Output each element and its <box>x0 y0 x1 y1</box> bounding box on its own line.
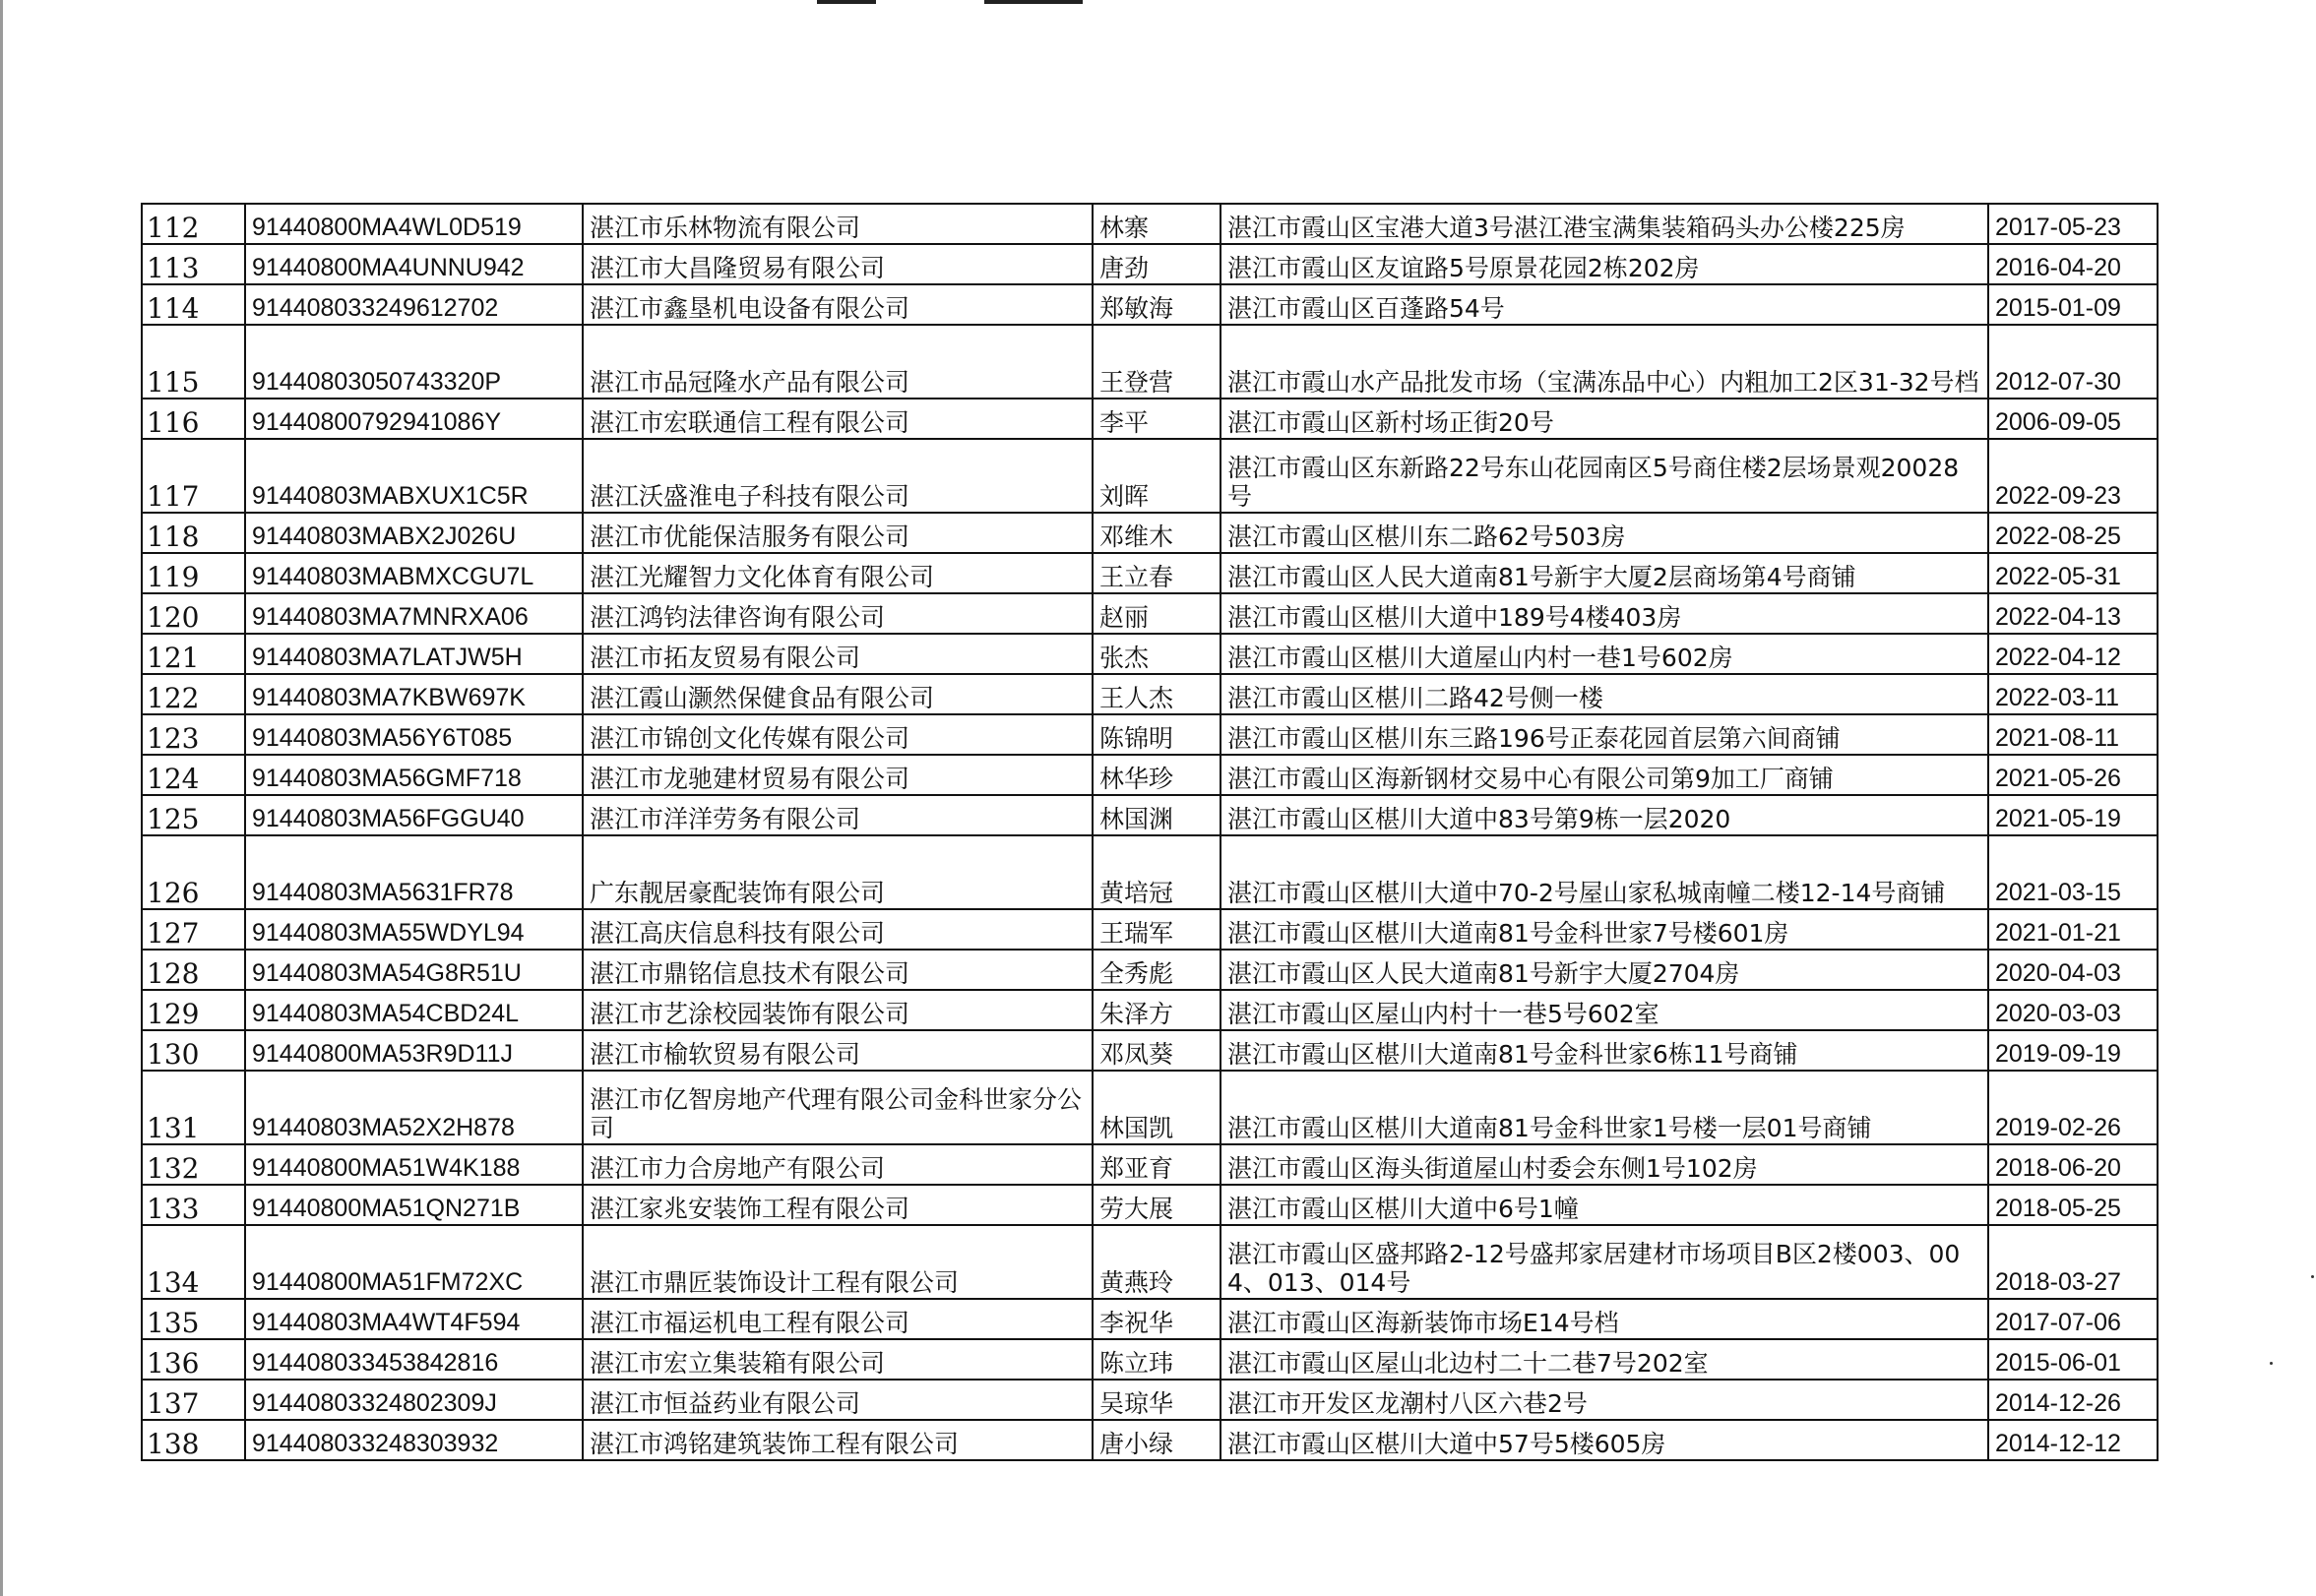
legal-person-cell: 陈立玮 <box>1093 1339 1221 1380</box>
registration-date-cell: 2015-01-09 <box>1988 284 2158 325</box>
company-name-cell: 湛江市优能保洁服务有限公司 <box>583 513 1093 553</box>
credit-code-cell: 91440800MA51QN271B <box>245 1185 583 1225</box>
row-number-cell: 117 <box>142 439 245 513</box>
row-number-cell: 120 <box>142 593 245 634</box>
company-name-cell: 广东靓居豪配装饰有限公司 <box>583 835 1093 909</box>
address-cell: 湛江市霞山区人民大道南81号新宇大厦2层商场第4号商铺 <box>1221 553 1988 593</box>
table-row <box>142 795 2158 835</box>
legal-person-cell: 王立春 <box>1093 553 1221 593</box>
registration-date-cell: 2022-05-31 <box>1988 553 2158 593</box>
table-row <box>142 244 2158 284</box>
company-name-cell: 湛江家兆安装饰工程有限公司 <box>583 1185 1093 1225</box>
address-cell: 湛江市霞山区椹川大道屋山内村一巷1号602房 <box>1221 634 1988 674</box>
address-cell: 湛江市霞山水产品批发市场（宝满冻品中心）内粗加工2区31-32号档 <box>1221 325 1988 399</box>
address-cell: 湛江市霞山区椹川大道南81号金科世家1号楼一层01号商铺 <box>1221 1071 1988 1144</box>
address-cell: 湛江市开发区龙潮村八区六巷2号 <box>1221 1380 1988 1420</box>
company-name-cell: 湛江市宏立集装箱有限公司 <box>583 1339 1093 1380</box>
company-register-table <box>141 203 2159 1461</box>
credit-code-cell: 91440803MABXUX1C5R <box>245 439 583 513</box>
scan-speck <box>2270 1362 2273 1365</box>
registration-date-cell: 2018-03-27 <box>1988 1225 2158 1299</box>
credit-code-cell: 914408033249612702 <box>245 284 583 325</box>
address-cell: 湛江市霞山区屋山北边村二十二巷7号202室 <box>1221 1339 1988 1380</box>
company-name-cell: 湛江市鸿铭建筑装饰工程有限公司 <box>583 1420 1093 1460</box>
row-number-cell: 116 <box>142 399 245 439</box>
row-number-cell: 114 <box>142 284 245 325</box>
registration-date-cell: 2014-12-26 <box>1988 1380 2158 1420</box>
table-row <box>142 284 2158 325</box>
company-name-cell: 湛江市福运机电工程有限公司 <box>583 1299 1093 1339</box>
table-row <box>142 634 2158 674</box>
table-row <box>142 439 2158 513</box>
legal-person-cell: 劳大展 <box>1093 1185 1221 1225</box>
registration-date-cell: 2021-08-11 <box>1988 714 2158 755</box>
row-number-cell: 136 <box>142 1339 245 1380</box>
table-row <box>142 950 2158 990</box>
row-number-cell: 134 <box>142 1225 245 1299</box>
registration-date-cell: 2019-02-26 <box>1988 1071 2158 1144</box>
address-cell: 湛江市霞山区海头街道屋山村委会东侧1号102房 <box>1221 1144 1988 1185</box>
table-row <box>142 1339 2158 1380</box>
credit-code-cell: 914408033453842816 <box>245 1339 583 1380</box>
registration-date-cell: 2021-05-19 <box>1988 795 2158 835</box>
company-name-cell: 湛江市力合房地产有限公司 <box>583 1144 1093 1185</box>
company-name-cell: 湛江市乐林物流有限公司 <box>583 204 1093 244</box>
address-cell: 湛江市霞山区椹川二路42号侧一楼 <box>1221 674 1988 714</box>
table-row <box>142 990 2158 1030</box>
credit-code-cell: 91440803MABMXCGU7L <box>245 553 583 593</box>
legal-person-cell: 邓凤葵 <box>1093 1030 1221 1071</box>
address-cell: 湛江市霞山区椹川东三路196号正泰花园首层第六间商铺 <box>1221 714 1988 755</box>
company-name-cell: 湛江市鼎铭信息技术有限公司 <box>583 950 1093 990</box>
company-name-cell: 湛江市鑫垦机电设备有限公司 <box>583 284 1093 325</box>
legal-person-cell: 陈锦明 <box>1093 714 1221 755</box>
credit-code-cell: 91440803324802309J <box>245 1380 583 1420</box>
credit-code-cell: 91440800MA51W4K188 <box>245 1144 583 1185</box>
company-name-cell: 湛江市品冠隆水产品有限公司 <box>583 325 1093 399</box>
credit-code-cell: 91440803MA54G8R51U <box>245 950 583 990</box>
registration-date-cell: 2006-09-05 <box>1988 399 2158 439</box>
row-number-cell: 122 <box>142 674 245 714</box>
registration-date-cell: 2021-05-26 <box>1988 755 2158 795</box>
credit-code-cell: 91440803MA56FGGU40 <box>245 795 583 835</box>
row-number-cell: 115 <box>142 325 245 399</box>
table-row <box>142 1420 2158 1460</box>
legal-person-cell: 唐小绿 <box>1093 1420 1221 1460</box>
scan-top-mark <box>817 0 876 4</box>
address-cell: 湛江市霞山区椹川大道中57号5楼605房 <box>1221 1420 1988 1460</box>
legal-person-cell: 张杰 <box>1093 634 1221 674</box>
address-cell: 湛江市霞山区百蓬路54号 <box>1221 284 1988 325</box>
row-number-cell: 124 <box>142 755 245 795</box>
credit-code-cell: 91440803MA7MNRXA06 <box>245 593 583 634</box>
legal-person-cell: 郑亚育 <box>1093 1144 1221 1185</box>
credit-code-cell: 91440803MA5631FR78 <box>245 835 583 909</box>
legal-person-cell: 李祝华 <box>1093 1299 1221 1339</box>
company-name-cell: 湛江市洋洋劳务有限公司 <box>583 795 1093 835</box>
legal-person-cell: 郑敏海 <box>1093 284 1221 325</box>
table-row <box>142 1071 2158 1144</box>
row-number-cell: 137 <box>142 1380 245 1420</box>
credit-code-cell: 91440803MA7KBW697K <box>245 674 583 714</box>
table-row <box>142 1144 2158 1185</box>
address-cell: 湛江市霞山区海新装饰市场E14号档 <box>1221 1299 1988 1339</box>
legal-person-cell: 赵丽 <box>1093 593 1221 634</box>
address-cell: 湛江市霞山区盛邦路2-12号盛邦家居建材市场项目B区2楼003、004、013、014号 <box>1221 1225 1988 1299</box>
table-row <box>142 513 2158 553</box>
registration-date-cell: 2022-04-13 <box>1988 593 2158 634</box>
registration-date-cell: 2018-05-25 <box>1988 1185 2158 1225</box>
table-body <box>142 204 2158 1460</box>
company-name-cell: 湛江市拓友贸易有限公司 <box>583 634 1093 674</box>
credit-code-cell: 91440803MA52X2H878 <box>245 1071 583 1144</box>
company-name-cell: 湛江市龙驰建材贸易有限公司 <box>583 755 1093 795</box>
registration-date-cell: 2015-06-01 <box>1988 1339 2158 1380</box>
company-name-cell: 湛江市榆软贸易有限公司 <box>583 1030 1093 1071</box>
row-number-cell: 128 <box>142 950 245 990</box>
scan-left-edge <box>0 0 3 1596</box>
legal-person-cell: 吴琼华 <box>1093 1380 1221 1420</box>
address-cell: 湛江市霞山区椹川大道中6号1幢 <box>1221 1185 1988 1225</box>
address-cell: 湛江市霞山区友谊路5号原景花园2栋202房 <box>1221 244 1988 284</box>
row-number-cell: 129 <box>142 990 245 1030</box>
registration-date-cell: 2022-03-11 <box>1988 674 2158 714</box>
scan-top-mark <box>984 0 1083 4</box>
scan-speck <box>2311 1275 2314 1278</box>
credit-code-cell: 914408033248303932 <box>245 1420 583 1460</box>
credit-code-cell: 91440803MA56Y6T085 <box>245 714 583 755</box>
legal-person-cell: 王登营 <box>1093 325 1221 399</box>
row-number-cell: 130 <box>142 1030 245 1071</box>
table-row <box>142 204 2158 244</box>
registration-date-cell: 2022-04-12 <box>1988 634 2158 674</box>
table-row <box>142 674 2158 714</box>
address-cell: 湛江市霞山区椹川东二路62号503房 <box>1221 513 1988 553</box>
address-cell: 湛江市霞山区椹川大道中83号第9栋一层2020 <box>1221 795 1988 835</box>
address-cell: 湛江市霞山区人民大道南81号新宇大厦2704房 <box>1221 950 1988 990</box>
credit-code-cell: 91440803MA55WDYL94 <box>245 909 583 950</box>
address-cell: 湛江市霞山区椹川大道中70-2号屋山家私城南幢二楼12-14号商铺 <box>1221 835 1988 909</box>
row-number-cell: 113 <box>142 244 245 284</box>
credit-code-cell: 91440803MA7LATJW5H <box>245 634 583 674</box>
legal-person-cell: 林国渊 <box>1093 795 1221 835</box>
company-name-cell: 湛江市恒益药业有限公司 <box>583 1380 1093 1420</box>
table-row <box>142 1380 2158 1420</box>
company-name-cell: 湛江市锦创文化传媒有限公司 <box>583 714 1093 755</box>
table-row <box>142 835 2158 909</box>
credit-code-cell: 91440803MA4WT4F594 <box>245 1299 583 1339</box>
address-cell: 湛江市霞山区新村场正街20号 <box>1221 399 1988 439</box>
registration-date-cell: 2014-12-12 <box>1988 1420 2158 1460</box>
legal-person-cell: 王人杰 <box>1093 674 1221 714</box>
table-row <box>142 553 2158 593</box>
registration-date-cell: 2012-07-30 <box>1988 325 2158 399</box>
table-row <box>142 909 2158 950</box>
row-number-cell: 118 <box>142 513 245 553</box>
credit-code-cell: 91440803MA54CBD24L <box>245 990 583 1030</box>
address-cell: 湛江市霞山区椹川大道南81号金科世家7号楼601房 <box>1221 909 1988 950</box>
legal-person-cell: 李平 <box>1093 399 1221 439</box>
address-cell: 湛江市霞山区椹川大道中189号4楼403房 <box>1221 593 1988 634</box>
row-number-cell: 123 <box>142 714 245 755</box>
legal-person-cell: 黄培冠 <box>1093 835 1221 909</box>
table-row <box>142 325 2158 399</box>
address-cell: 湛江市霞山区海新钢材交易中心有限公司第9加工厂商铺 <box>1221 755 1988 795</box>
table-row <box>142 593 2158 634</box>
credit-code-cell: 91440800792941086Y <box>245 399 583 439</box>
company-name-cell: 湛江市大昌隆贸易有限公司 <box>583 244 1093 284</box>
registration-date-cell: 2016-04-20 <box>1988 244 2158 284</box>
legal-person-cell: 刘晖 <box>1093 439 1221 513</box>
legal-person-cell: 朱泽方 <box>1093 990 1221 1030</box>
registration-date-cell: 2020-04-03 <box>1988 950 2158 990</box>
credit-code-cell: 91440803MA56GMF718 <box>245 755 583 795</box>
row-number-cell: 138 <box>142 1420 245 1460</box>
registration-date-cell: 2020-03-03 <box>1988 990 2158 1030</box>
registration-date-cell: 2019-09-19 <box>1988 1030 2158 1071</box>
row-number-cell: 121 <box>142 634 245 674</box>
company-name-cell: 湛江霞山灏然保健食品有限公司 <box>583 674 1093 714</box>
company-name-cell: 湛江光耀智力文化体育有限公司 <box>583 553 1093 593</box>
registration-date-cell: 2021-03-15 <box>1988 835 2158 909</box>
credit-code-cell: 91440800MA4WL0D519 <box>245 204 583 244</box>
address-cell: 湛江市霞山区椹川大道南81号金科世家6栋11号商铺 <box>1221 1030 1988 1071</box>
table-row <box>142 755 2158 795</box>
registration-date-cell: 2018-06-20 <box>1988 1144 2158 1185</box>
row-number-cell: 133 <box>142 1185 245 1225</box>
row-number-cell: 131 <box>142 1071 245 1144</box>
credit-code-cell: 91440800MA53R9D11J <box>245 1030 583 1071</box>
credit-code-cell: 91440803MABX2J026U <box>245 513 583 553</box>
legal-person-cell: 林寨 <box>1093 204 1221 244</box>
table-row <box>142 1185 2158 1225</box>
address-cell: 湛江市霞山区屋山内村十一巷5号602室 <box>1221 990 1988 1030</box>
legal-person-cell: 王瑞军 <box>1093 909 1221 950</box>
legal-person-cell: 邓维木 <box>1093 513 1221 553</box>
legal-person-cell: 黄燕玲 <box>1093 1225 1221 1299</box>
registration-date-cell: 2022-08-25 <box>1988 513 2158 553</box>
table-row <box>142 1299 2158 1339</box>
row-number-cell: 132 <box>142 1144 245 1185</box>
row-number-cell: 126 <box>142 835 245 909</box>
row-number-cell: 127 <box>142 909 245 950</box>
registration-date-cell: 2017-07-06 <box>1988 1299 2158 1339</box>
registration-date-cell: 2022-09-23 <box>1988 439 2158 513</box>
company-name-cell: 湛江鸿钧法律咨询有限公司 <box>583 593 1093 634</box>
legal-person-cell: 唐劲 <box>1093 244 1221 284</box>
company-name-cell: 湛江市宏联通信工程有限公司 <box>583 399 1093 439</box>
legal-person-cell: 全秀彪 <box>1093 950 1221 990</box>
row-number-cell: 125 <box>142 795 245 835</box>
legal-person-cell: 林国凯 <box>1093 1071 1221 1144</box>
table-row <box>142 1030 2158 1071</box>
credit-code-cell: 91440803050743320P <box>245 325 583 399</box>
company-name-cell: 湛江市艺涂校园装饰有限公司 <box>583 990 1093 1030</box>
legal-person-cell: 林华珍 <box>1093 755 1221 795</box>
address-cell: 湛江市霞山区东新路22号东山花园南区5号商住楼2层场景观20028号 <box>1221 439 1988 513</box>
credit-code-cell: 91440800MA4UNNU942 <box>245 244 583 284</box>
row-number-cell: 119 <box>142 553 245 593</box>
company-name-cell: 湛江高庆信息科技有限公司 <box>583 909 1093 950</box>
row-number-cell: 135 <box>142 1299 245 1339</box>
registration-date-cell: 2017-05-23 <box>1988 204 2158 244</box>
table-row <box>142 714 2158 755</box>
address-cell: 湛江市霞山区宝港大道3号湛江港宝满集装箱码头办公楼225房 <box>1221 204 1988 244</box>
credit-code-cell: 91440800MA51FM72XC <box>245 1225 583 1299</box>
company-name-cell: 湛江沃盛淮电子科技有限公司 <box>583 439 1093 513</box>
company-name-cell: 湛江市鼎匠装饰设计工程有限公司 <box>583 1225 1093 1299</box>
row-number-cell: 112 <box>142 204 245 244</box>
table-row <box>142 1225 2158 1299</box>
company-name-cell: 湛江市亿智房地产代理有限公司金科世家分公司 <box>583 1071 1093 1144</box>
table-row <box>142 399 2158 439</box>
registration-date-cell: 2021-01-21 <box>1988 909 2158 950</box>
